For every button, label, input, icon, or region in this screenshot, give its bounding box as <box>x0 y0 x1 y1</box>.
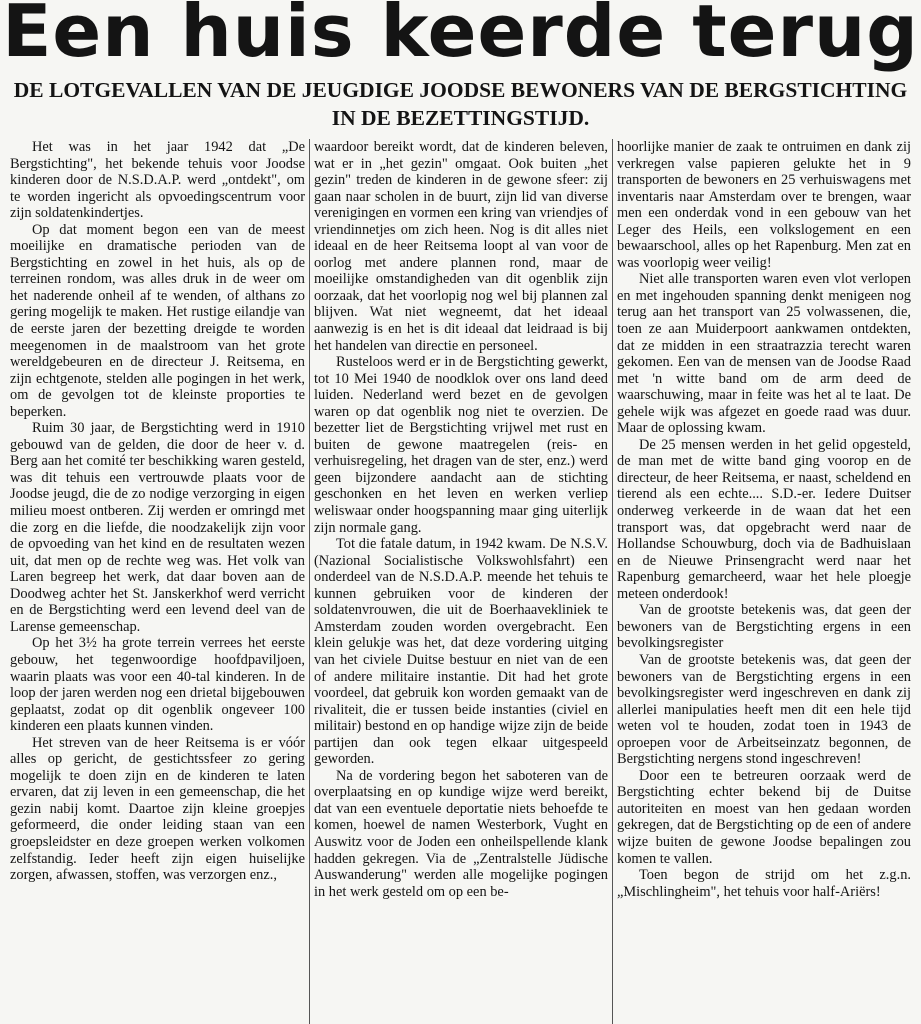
paragraph: Door een te betreuren oorzaak werd de Bergstichting echter bekend bij de Duitse autoriteiten en moest van hen gedaan worden gekregen, dat de Bergstichting op de een of andere wijze buiten de gewone Joodse bepalingen zou komen te vallen. <box>617 767 911 867</box>
paragraph: Toen begon de strijd om het z.g.n. „Mischlingheim", het tehuis voor half-Ariërs! <box>617 867 911 900</box>
paragraph: waardoor bereikt wordt, dat de kinderen beleven, wat er in „het gezin" omgaat. Ook buiten „het gezin" treden de kinderen in de gewone sfeer: zij gaan naar scholen in de buurt, zijn lid van diverse verenigingen en vormen een kring van vriendjes of vriendinnetjes om zich heen. Nog is dit alles niet ideaal en de heer Reitsema loopt al van voor de oorlog met andere plannen rond, maar de moeilijke omstandigheden van dit ogenblik zijn oorzaak, dat het voorlopig nog wel bij plannen zal blijven. Wat niet wegneemt, dat het ideaal aanwezig is en het is dit ideaal dat leidraad is bij het handelen van directie en personeel. <box>314 139 608 354</box>
article-body <box>6 139 915 1024</box>
paragraph: Op het 3½ ha grote terrein verrees het eerste gebouw, het tegenwoordige hoofdpaviljoen, waarin plaats was voor een 40-tal kinderen. In de loop der jaren werden nog een drietal bijgebouwen geplaatst, zodat op dit ogenblik ongeveer 100 kinderen een plaats kunnen vinden. <box>10 635 305 735</box>
paragraph: Van de grootste betekenis was, dat geen der bewoners van de Bergstichting ergens in een bevolkingsregister <box>617 602 911 652</box>
paragraph: Rusteloos werd er in de Bergstichting gewerkt, tot 10 Mei 1940 de noodklok over ons land deed luiden. Nederland werd bezet en de gevolgen waren op dat ogenblik nog niet te overzien. De bezetter liet de Bergstichting vrijwel met rust en buiten de gewone maatregelen (reis- en verhuisregeling, het dragen van de ster, enz.) werd geen bijzondere aandacht aan de stichting geschonken en het leven en werken verliep weliswaar onder hoogspanning maar ging uiterlijk zijn normale gang. <box>314 354 608 536</box>
column-1 <box>6 139 309 1024</box>
headline: Een huis keerde terug <box>2 0 919 73</box>
subheadline: DE LOTGEVALLEN VAN DE JEUGDIGE JOODSE BEWONERS VAN DE BERGSTICHTING IN DE BEZETTINGSTIJD. <box>13 78 908 130</box>
paragraph: Het was in het jaar 1942 dat „De Bergstichting", het bekende tehuis voor Joodse kinderen door de N.S.D.A.P. werd „ontdekt", om te worden ingericht als opvoedingscentrum voor zijn soldatenkindertjes. <box>10 139 305 222</box>
paragraph: Het streven van de heer Reitsema is er vóór alles op gericht, de gestichtssfeer zo gering mogelijk te doen zijn en de kinderen te laten ervaren, dat zij leven in een gemeenschap, die het gezin nabij komt. Daartoe zijn kleine groepjes geformeerd, die onder leiding staan van een groepsleidster en deze groepen werken volkomen zelfstandig. Ieder heeft zijn eigen huiselijke zorgen, afwassen, stoffen, was verzorgen enz., <box>10 734 305 884</box>
paragraph: Niet alle transporten waren even vlot verlopen en met ingehouden spanning denkt menigeen nog terug aan het transport van 25 volwassenen, die, toen ze aan Muiderpoort aankwamen ontdekten, dat ze midden in een straatrazzia terecht waren gekomen. Een van de mensen van de Joodse Raad met 'n witte band om de arm deed de waarschuwing, maar in feite was het al te laat. De gehele wijk was afgezet en goede raad was duur. Maar de oplossing kwam. <box>617 271 911 437</box>
column-2 <box>309 139 612 1024</box>
paragraph: Op dat moment begon een van de meest moeilijke en dramatische perioden van de Bergstichting en zowel in het huis, als op de terreinen rondom, was alles druk in de weer om het naderende onheil af te wenden, of althans zo gering mogelijk te maken. Het rustige eilandje van de eerste jaren der bezetting dreigde te worden meegenomen in de maalstroom van het grote wereldgebeuren en de directeur J. Reitsema, en zijn echtgenote, stelden alle pogingen in het werk, om de gevolgen tot de kleinste proporties te beperken. <box>10 221 305 420</box>
paragraph: Ruim 30 jaar, de Bergstichting werd in 1910 gebouwd van de gelden, die door de heer v. d. Berg aan het comité ter beschikking waren gesteld, was dit tehuis een vertrouwde plaats voor de Joodse jeugd, die de zo nodige verzorging in eigen milieu moest ontberen. Zij werden er omringd met die zorg en die liefde, die noodzakelijk zijn voor de opvoeding van het kind en de resultaten wezen uit, dat men op de rechte weg was. Het volk van Laren begreep het werk, dat daar boven aan de Doodweg achter het St. Janskerkhof werd verricht en de Bergstichting werd een levend deel van de Larense gemeenschap. <box>10 420 305 635</box>
paragraph: Tot die fatale datum, in 1942 kwam. De N.S.V. (Nazional Socialistische Volkswohlsfahrt) een onderdeel van de N.S.D.A.P. meende het tehuis te kunnen gebruiken voor de kinderen der soldatenvrouwen, die uit de Boerhaavekliniek te Amsterdam zouden worden overgebracht. Een klein gelukje was het, dat deze vordering uitging van het civiele Duitse bestuur en niet van de een of andere militaire instantie. Dit had het grote voordeel, dat gebruik kon worden gemaakt van de rivaliteit, die er tussen beide instanties (civiel en militair) bestond en op handige wijze zijn de beide partijen dan ook tegen elkaar uitgespeeld geworden. <box>314 536 608 768</box>
column-3 <box>612 139 915 1024</box>
paragraph: Van de grootste betekenis was, dat geen der bewoners van de Bergstichting ergens in een bevolkingsregister werd ingeschreven en dank zij allerlei manipulaties heeft men dit een hele tijd weten vol te houden, zodat toen in 1943 de oproepen voor de Arbeitseinzatz begonnen, de Bergstichting nergens stond ingeschreven! <box>617 651 911 768</box>
paragraph: hoorlijke manier de zaak te ontruimen en dank zij verkregen valse papieren gelukte het in 9 transporten de bewoners en 25 verhuiswagens met inventaris naar Amsterdam over te brengen, waar men een onderdak vond in een gebouw van het Leger des Heils, een volkslogement en een bewaarschool, alles op het Rapenburg. Men zat en was voorlopig weer veilig! <box>617 139 911 271</box>
paragraph: Na de vordering begon het saboteren van de overplaatsing en op kundige wijze werd bereikt, dat van een eventuele deportatie niets behoefde te komen, hoewel de namen Westerbork, Vught en Auswitz voor de Joden een onheilspellende klank hadden gekregen. Via de „Zentralstelle Jüdische Auswanderung" werden alle mogelijke pogingen in het werk gesteld om op een be- <box>314 767 608 900</box>
paragraph: De 25 mensen werden in het gelid opgesteld, de man met de witte band ging voorop en de directeur, de heer Reitsema, er naast, scheldend en tierend als een echte.... S.D.-er. Iedere Duitser onderweg verkeerde in de waan dat het een transport was, dat opgebracht werd naar de Hollandse Schouwburg, doch via de Badhuislaan en de Nieuwe Prinsengracht werd naar het Rapenburg gemarcheerd, waar het hele ploegje meteen onderdook! <box>617 436 911 602</box>
